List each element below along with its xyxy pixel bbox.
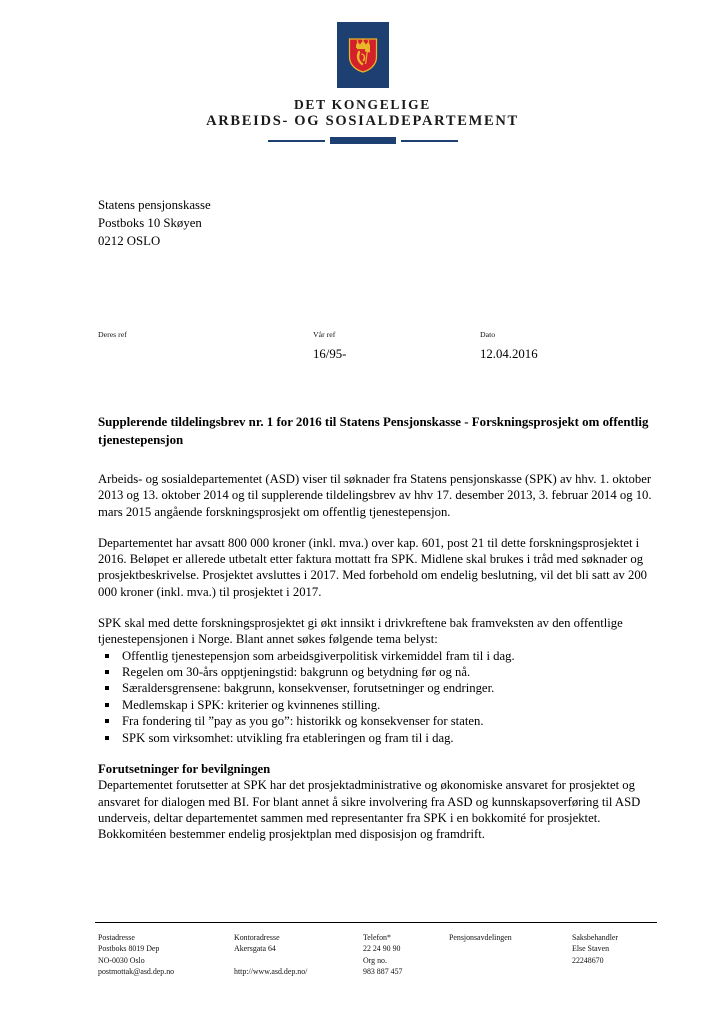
footer-value: 983 887 457 (363, 967, 403, 977)
paragraph-1: Arbeids- og sosialdepartementet (ASD) viser til søknader fra Statens pensjonskasse (SPK) av hhv. 1. oktober 2013 og 13. oktober 2014 og til supplerende tildelingsbrev av hhv 17. desember 2013, 3. februar 2014 og 10. mars 2015 angående forskningsprosjekt om offentlig tjenestepensjon. (98, 472, 652, 519)
footer-label: Kontoradresse (234, 933, 280, 942)
dato-column (480, 329, 538, 362)
footer-email[interactable]: postmottak@asd.dep.no (98, 967, 175, 977)
footer-label: Saksbehandler (572, 933, 619, 942)
square-bullet-icon (105, 654, 109, 658)
footer-divider (95, 922, 657, 923)
footer-label: Telefon* (363, 933, 391, 942)
list-item-label: Regelen om 30-års opptjeningstid: bakgrunn og betydning før og nå. (122, 665, 471, 680)
footer (98, 932, 668, 992)
footer-label: Postadresse (98, 933, 135, 942)
deres-ref-label: Deres ref (98, 330, 127, 339)
recipient-street: Postboks 10 Skøyen (98, 216, 202, 230)
royal-shield-icon (348, 37, 378, 73)
footer-label: Org no. (363, 955, 387, 965)
list-item-label: Medlemskap i SPK: kriterier og kvinnenes stilling. (122, 697, 381, 712)
list-item (98, 648, 660, 664)
list-item (98, 713, 660, 729)
dato-value: 12.04.2016 (480, 347, 538, 361)
ministry-wordmark (206, 97, 519, 131)
square-bullet-icon (105, 670, 109, 674)
section-heading: Forutsetninger for bevilgningen (98, 762, 271, 777)
footer-value: 22 24 90 90 (363, 944, 401, 954)
square-bullet-icon (105, 736, 109, 740)
var-ref-label: Vår ref (313, 330, 336, 339)
list-item-label: Særaldersgrensene: bakgrunn, konsekvenser, forutsetninger og endringer. (122, 681, 495, 696)
wordmark-divider (268, 137, 458, 144)
list-item (98, 697, 660, 713)
divider-left-line (268, 140, 325, 142)
square-bullet-icon (105, 686, 109, 690)
list-item (98, 680, 660, 696)
footer-column-postal-address (98, 932, 174, 978)
deres-ref-column (98, 329, 127, 346)
list-item-label: Fra fondering til ”pay as you go”: historikk og konsekvenser for staten. (122, 714, 484, 729)
footer-column-telephone (363, 932, 402, 978)
letter-body (98, 414, 660, 858)
var-ref-column (313, 329, 346, 362)
list-item-label: Offentlig tjenestepensjon som arbeidsgiverpolitisk virkemiddel fram til i dag. (122, 648, 515, 663)
list-item-label: SPK som virksomhet: utvikling fra etableringen og fram til i dag. (122, 730, 454, 745)
wordmark-line-1: DET KONGELIGE (293, 97, 431, 112)
paragraph-3: SPK skal med dette forskningsprosjektet gi økt innsikt i drivkreftene bak framveksten av den offentlige tjenestepensjonen i Norge. Blant annet søkes følgende tema belyst: (98, 616, 623, 647)
wordmark-line-2: ARBEIDS- OG SOSIALDEPARTEMENT (206, 113, 519, 130)
document-title: Supplerende tildelingsbrev nr. 1 for 2016 til Statens Pensjonskasse - Forskningsprosjekt om offentlig tjenestepensjon (98, 415, 649, 447)
square-bullet-icon (105, 719, 109, 723)
divider-center-block (330, 137, 396, 144)
recipient-name: Statens pensjonskasse (98, 198, 211, 212)
footer-website-link[interactable]: http://www.asd.dep.no/ (234, 967, 308, 977)
footer-value: Postboks 8019 Dep (98, 944, 160, 954)
letterhead (0, 22, 725, 144)
footer-column-department (449, 932, 512, 943)
topic-bullet-list (98, 648, 660, 746)
footer-label: Pensjonsavdelingen (449, 933, 512, 942)
var-ref-value: 16/95- (313, 347, 347, 361)
list-item (98, 730, 660, 746)
dato-label: Dato (480, 330, 496, 339)
square-bullet-icon (105, 703, 109, 707)
divider-right-line (401, 140, 458, 142)
recipient-city: 0212 OSLO (98, 234, 161, 248)
footer-value: Akersgata 64 (234, 944, 276, 954)
list-item (98, 664, 660, 680)
paragraph-2: Departementet har avsatt 800 000 kroner (inkl. mva.) over kap. 601, post 21 til dette forskningsprosjektet i 2016. Beløpet er allerede utbetalt etter faktura mottatt fra SPK. Midlene skal brukes i tråd med søknader og prosjektbeskrivelse. Prosjektet avsluttes i 2017. Med forbehold om endelig beslutning, vil det bli satt av 200 000 kroner (inkl. mva.) til prosjektet i 2017. (98, 535, 648, 599)
recipient-address (98, 196, 211, 250)
paragraph-4: Departementet forutsetter at SPK har det prosjektadministrative og økonomiske ansvaret for prosjektet og ansvaret for dialogen med BI. For blant annet å sikre involvering fra ASD og kunnskapsoverføring til ASD underveis, deltar departementet sammen med representanter fra SPK i en bokkomité for prosjektet. Bokkomitéen bestemmer endelig prosjektplan med disposisjon og framdrift. (98, 778, 641, 842)
coat-of-arms-icon (337, 22, 389, 88)
footer-value: Else Staven (572, 944, 610, 954)
footer-column-office-address (234, 932, 307, 978)
footer-value: NO-0030 Oslo (98, 955, 145, 965)
reference-row (98, 329, 660, 369)
footer-column-case-handler (572, 932, 618, 966)
footer-value: 22248670 (572, 955, 604, 965)
